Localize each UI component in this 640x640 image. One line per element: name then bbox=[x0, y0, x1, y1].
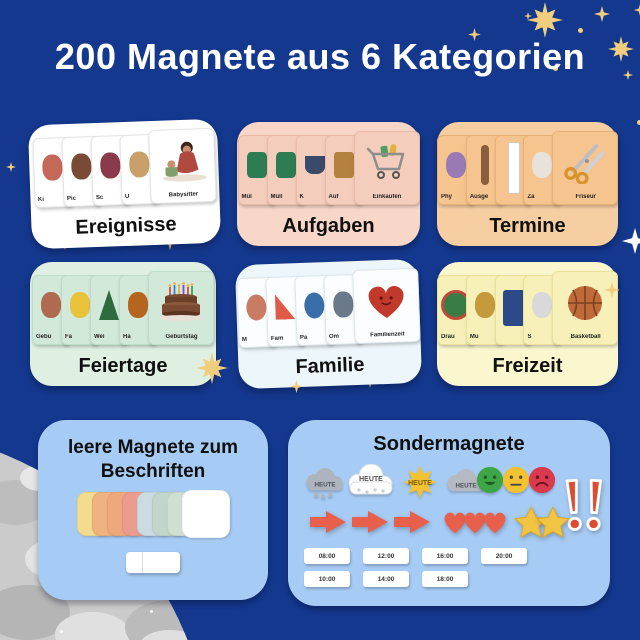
magnet-label: Basketball bbox=[570, 334, 601, 340]
magnet-tile-featured bbox=[148, 128, 217, 204]
magnet-label: K bbox=[299, 194, 304, 200]
magnet-label: Mu bbox=[469, 334, 479, 340]
blank-panel-title-line2: Beschriften bbox=[100, 460, 206, 482]
star-icon bbox=[6, 162, 16, 172]
magnet-label: Babysitter bbox=[168, 191, 199, 199]
snow-cloud-icon bbox=[345, 464, 397, 504]
star-icon bbox=[578, 28, 583, 33]
magnet-label: Drau bbox=[441, 334, 455, 340]
magnet-tiles bbox=[437, 131, 618, 205]
category-name: Familie bbox=[295, 353, 365, 379]
magnet-label: Ha bbox=[123, 334, 131, 340]
category-card-freizeit bbox=[437, 262, 618, 386]
babysitter-icon bbox=[149, 129, 215, 193]
category-card-familie bbox=[235, 259, 422, 389]
time-chip: 10:00 bbox=[304, 571, 350, 587]
weather-label: HEUTE bbox=[455, 482, 477, 490]
magnet-label: Einkaufen bbox=[372, 194, 402, 200]
scissors-icon bbox=[553, 132, 617, 194]
basketball-icon bbox=[553, 272, 617, 334]
blank-magnet-stack bbox=[38, 490, 268, 538]
arrow-icon bbox=[308, 508, 348, 536]
time-chip: 20:00 bbox=[481, 548, 527, 564]
time-chip: 16:00 bbox=[422, 548, 468, 564]
time-chip: 12:00 bbox=[363, 548, 409, 564]
time-chip: 08:00 bbox=[304, 548, 350, 564]
magnet-label: Sc bbox=[95, 194, 104, 202]
category-name: Aufgaben bbox=[282, 215, 375, 237]
magnet-label: Phy bbox=[441, 194, 453, 200]
category-card-ereignisse bbox=[28, 119, 221, 250]
magnet-label: Wei bbox=[94, 334, 105, 340]
arrow-icon bbox=[392, 508, 432, 536]
star-icon bbox=[634, 4, 640, 16]
magnet-label: S bbox=[527, 334, 532, 340]
heart-face-icon bbox=[353, 269, 419, 333]
category-name: Feiertage bbox=[78, 355, 168, 377]
magnet-label: Om bbox=[328, 333, 340, 340]
happy-smiley-icon bbox=[476, 466, 504, 494]
weather-label: HEUTE bbox=[359, 476, 383, 483]
magnet-label: Mül bbox=[241, 194, 252, 200]
star-icon bbox=[527, 2, 563, 38]
magnet-tiles bbox=[235, 268, 420, 348]
blank-magnet bbox=[182, 490, 230, 538]
time-chip: 18:00 bbox=[422, 571, 468, 587]
star-icon bbox=[524, 12, 532, 20]
special-panel-title: Sondermagnete bbox=[373, 433, 525, 455]
heart-icon bbox=[480, 508, 510, 536]
shape-magnets-row bbox=[308, 506, 570, 538]
arrow-icon bbox=[350, 508, 390, 536]
magnet-label: Za bbox=[527, 194, 535, 200]
magnet-label: Friseur bbox=[575, 194, 596, 200]
rain-cloud-icon bbox=[302, 464, 348, 504]
moon-speck bbox=[60, 630, 63, 633]
eraser-illustration bbox=[126, 552, 180, 573]
gold-star-icon bbox=[536, 506, 570, 538]
magnet-label: Ausge bbox=[469, 194, 489, 200]
star-icon bbox=[594, 6, 610, 22]
category-card-aufgaben bbox=[237, 122, 420, 246]
sun-icon bbox=[394, 464, 446, 504]
magnet-tile-featured bbox=[354, 131, 420, 205]
category-name: Termine bbox=[489, 215, 566, 237]
magnet-tiles bbox=[237, 131, 420, 205]
smiley-magnets-row bbox=[478, 466, 556, 494]
magnet-tiles bbox=[437, 271, 618, 345]
shopping-cart-icon bbox=[355, 132, 419, 194]
category-card-termine bbox=[437, 122, 618, 246]
magnet-label: U bbox=[124, 193, 130, 200]
magnet-label: Ki bbox=[37, 196, 45, 204]
magnet-label: Auf bbox=[328, 194, 339, 200]
magnet-label: Familienzeit bbox=[370, 331, 405, 339]
page-title: 200 Magnete aus 6 Kategorien bbox=[54, 36, 586, 77]
neutral-smiley-icon bbox=[502, 466, 530, 494]
category-name: Ereignisse bbox=[75, 213, 177, 239]
magnet-tiles bbox=[28, 128, 219, 209]
category-name: Freizeit bbox=[492, 355, 563, 377]
time-magnets bbox=[304, 548, 546, 587]
moon-speck bbox=[150, 610, 153, 613]
magnet-label bbox=[496, 200, 501, 204]
blank-panel-title-line1: leere Magnete zum bbox=[68, 437, 238, 458]
sad-smiley-icon bbox=[528, 466, 556, 494]
magnet-tile-featured bbox=[352, 268, 421, 344]
magnet-label: Pa bbox=[299, 334, 308, 342]
weather-label: HEUTE bbox=[314, 481, 336, 489]
magnet-label: Fam bbox=[270, 335, 284, 343]
magnet-tile-featured bbox=[552, 271, 618, 345]
magnet-label: M bbox=[241, 336, 248, 344]
weather-magnets-row bbox=[302, 464, 486, 504]
category-card-feiertage bbox=[30, 262, 216, 386]
magnet-label bbox=[496, 340, 501, 344]
exclamation-icon bbox=[584, 476, 604, 537]
magnet-label: Pic bbox=[66, 195, 77, 203]
magnet-label: Müll bbox=[270, 194, 283, 200]
magnet-tile-featured bbox=[552, 131, 618, 205]
magnet-tile-featured bbox=[148, 271, 214, 345]
magnet-label: Geburtstag bbox=[165, 334, 198, 340]
blank-panel-title bbox=[38, 420, 268, 484]
time-chip: 14:00 bbox=[363, 571, 409, 587]
exclamation-magnets bbox=[565, 476, 603, 536]
magnet-label: Gebu bbox=[36, 334, 52, 340]
special-magnets-panel bbox=[288, 420, 610, 606]
magnet-tiles bbox=[30, 271, 216, 345]
birthday-cake-icon bbox=[149, 272, 213, 334]
blank-magnets-panel bbox=[38, 420, 268, 600]
magnet-label: Fa bbox=[65, 334, 73, 340]
star-icon bbox=[622, 228, 640, 254]
weather-label: HEUTE bbox=[408, 480, 432, 487]
